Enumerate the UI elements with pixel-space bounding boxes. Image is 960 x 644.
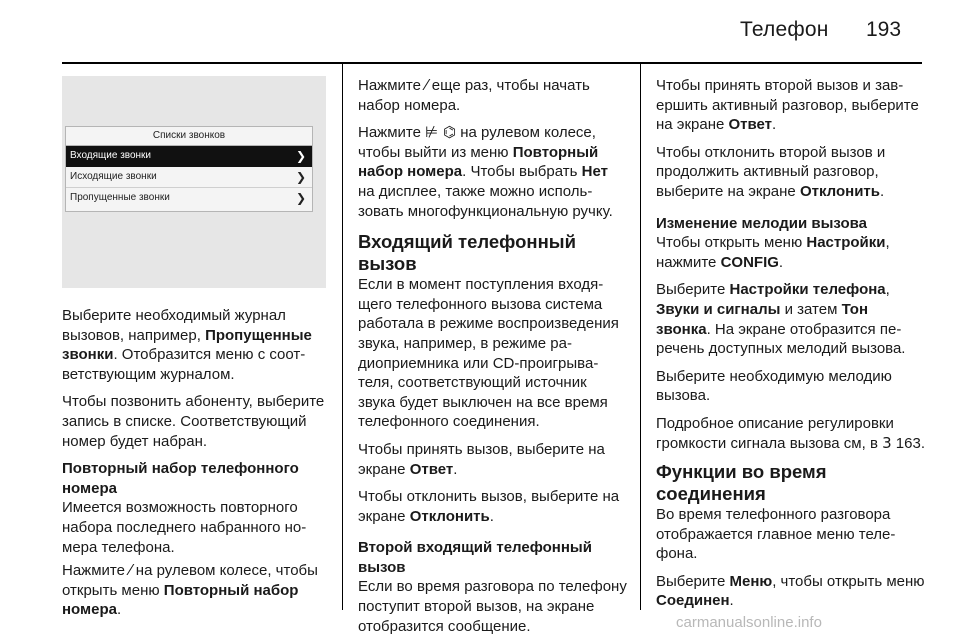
call-icon: ⁄	[425, 76, 428, 94]
column-1	[62, 306, 328, 628]
section-heading: Входящий телефонный вызов	[358, 231, 576, 275]
call-icon: ⁄	[129, 561, 132, 580]
chevron-right-icon: ❯	[295, 170, 306, 184]
screen-title: Списки звонков	[66, 127, 312, 146]
paragraph: Чтобы принять вызов, выберите на экране Ответ.	[358, 440, 605, 478]
paragraph: Чтобы открыть меню Настройки, нажмите CONFIG.	[656, 234, 890, 271]
paragraph: Подробное описание регулировки громкости сигнала вызова см, в 3 163.	[656, 414, 926, 452]
page-header-title: Телефон	[740, 18, 829, 41]
paragraph: Выберите Меню, чтобы открыть меню Соединен.	[656, 572, 925, 610]
display-screen	[65, 126, 313, 212]
section-heading: Изменение мелодии вызова	[656, 214, 868, 232]
section-heading: Функции во время соединения	[656, 461, 827, 505]
paragraph: Выберите необходимую мелодию вызова.	[656, 367, 892, 405]
paragraph: Выберите Настройки телефона, Звуки и сигналы и затем Тон звонка. На экране отобразится перечень доступных мелодий вызова.	[656, 281, 906, 358]
paragraph: Нажмите ⁄ еще раз, чтобы начать набор номера.	[358, 76, 590, 114]
column-2	[358, 76, 628, 644]
paragraph: Чтобы позвонить абоненту, выберите запись в списке. Соответствующий номер будет набран.	[62, 393, 325, 450]
page-reference-icon: 3	[882, 433, 892, 452]
column-divider	[640, 64, 641, 610]
watermark: carmanualsonline.info	[676, 614, 822, 631]
paragraph: Если во время разговора по телефону поступит второй вызов, на экране отобразится сообщение.	[358, 578, 627, 635]
menu-item-incoming	[66, 146, 312, 167]
paragraph: Чтобы принять второй вызов и завершить активный разговор, выберите на экране Ответ.	[656, 77, 919, 134]
paragraph: Чтобы отклонить вызов, выберите на экране Отклонить.	[358, 488, 620, 525]
chevron-right-icon: ❯	[295, 191, 306, 205]
paragraph: Выберите необходимый журнал вызовов, например, Пропущенные звонки. Отобразится меню с соответствующим журналом.	[62, 307, 312, 383]
paragraph: Чтобы отклонить второй вызов и продолжить активный разговор, выберите на экране Отклонить.	[656, 143, 886, 200]
column-3	[656, 76, 926, 619]
menu-item-label: Исходящие звонки	[70, 171, 157, 182]
call-lists-figure	[62, 76, 326, 288]
menu-item-missed	[66, 188, 312, 208]
header-rule	[62, 62, 922, 64]
section-heading: Второй входящий телефонный вызов	[358, 539, 592, 576]
menu-item-label: Входящие звонки	[70, 150, 152, 161]
paragraph: Имеется возможность повторного набора последнего набранного номера телефона.	[62, 499, 307, 556]
menu-item-outgoing	[66, 167, 312, 188]
paragraph: Нажмите ⊭ ⌬ на рулевом колесе, чтобы выйти из меню Повторный набор номера. Чтобы выбрать Нет на дисплее, также можно использовать многофункциональную ручку.	[358, 123, 613, 220]
section-heading: Повторный набор телефонного номера	[62, 460, 299, 497]
paragraph: Если в момент поступления входящего телефонного вызова система работала в режиме воспроизведения звука, например, в режиме радиоприемника или CD-проигрывателя, соответствующий источник звука будет выключен на все время телефонного соединения.	[358, 276, 619, 431]
paragraph: Во время телефонного разговора отображается главное меню телефона.	[656, 506, 896, 563]
end-call-icon: ⊭ ⌬	[425, 123, 457, 142]
chevron-right-icon: ❯	[295, 149, 306, 163]
page-number: 193	[866, 18, 902, 41]
menu-item-label: Пропущенные звонки	[70, 192, 170, 203]
paragraph: Нажмите ⁄ на рулевом колесе, чтобы открыть меню Повторный набор номера.	[62, 561, 318, 619]
column-divider	[342, 64, 343, 610]
